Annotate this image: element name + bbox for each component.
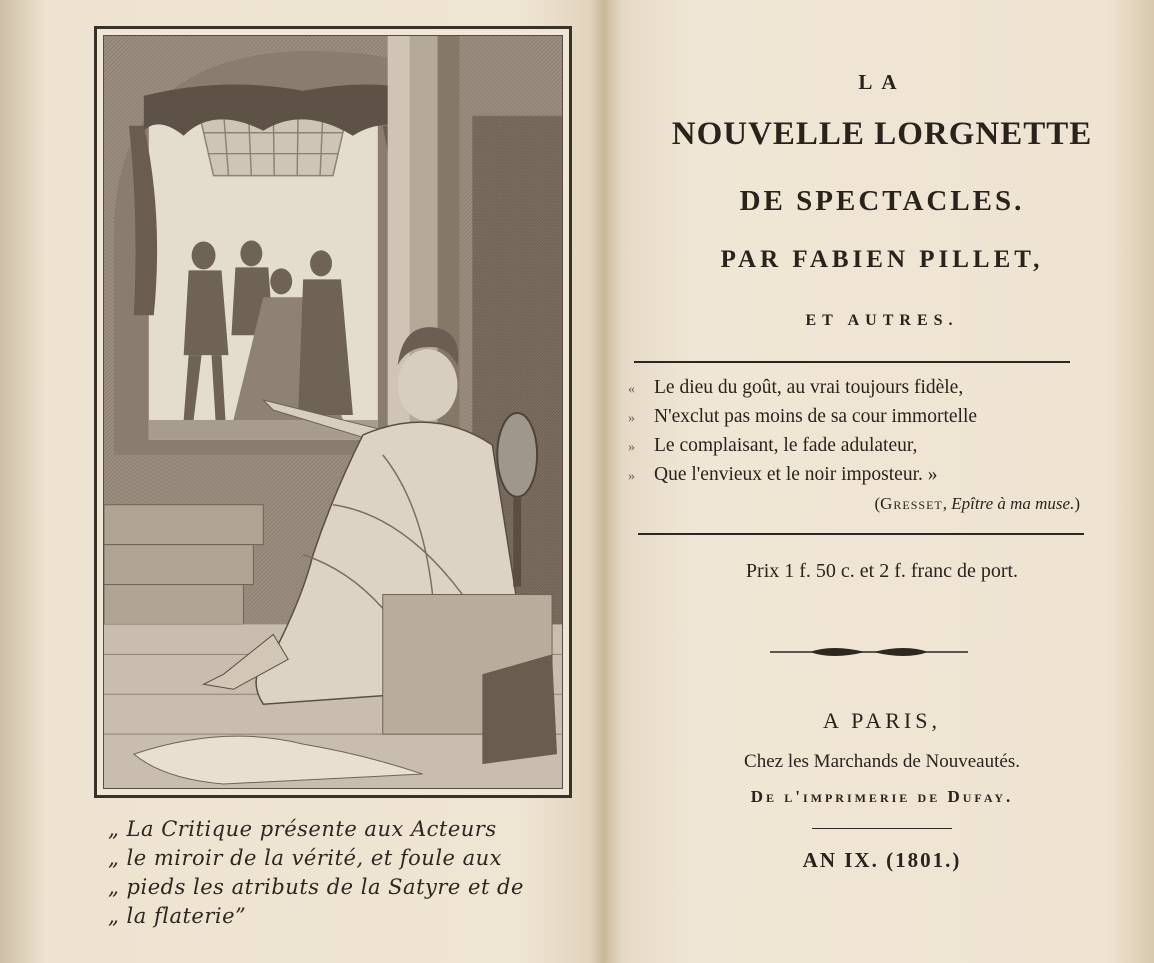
coauthors-line: ET AUTRES. [805,312,959,329]
engraving-illustration [103,35,563,789]
frontispiece-caption [108,815,588,931]
publisher-line: Chez les Marchands de Nouveautés. [744,751,1020,772]
caption-line: „ la flaterie” [108,904,247,928]
price-line: Prix 1 f. 50 c. et 2 f. franc de port. [745,560,1019,582]
author-line: PAR FABIEN PILLET, [720,246,1044,273]
printer-line: De l'imprimerie de Dufay. [750,787,1014,806]
book-subtitle: DE SPECTACLES. [739,185,1025,217]
epigraph-line: » N'exclut pas moins de sa cour immortelle [628,406,978,427]
epigraph [628,374,1088,490]
epigraph-line: « Le dieu du goût, au vrai toujours fidèle, [628,377,964,398]
divider-rule [634,361,1070,363]
engraving-frame [94,26,572,798]
caption-line: „ le miroir de la vérité, et foule aux [108,846,503,870]
book-title: NOUVELLE LORGNETTE [671,116,1093,152]
epigraph-attribution: (Gresset, Epître à ma muse.) [874,494,1080,513]
publication-date: AN IX. (1801.) [802,848,962,872]
caption-line: „ La Critique présente aux Acteurs [108,817,497,841]
attribution-author: Gresset [880,494,943,513]
ornamental-rule [770,644,968,660]
epigraph-line: » Que l'envieux et le noir imposteur. » [628,464,938,485]
divider-rule [638,533,1084,535]
place-of-publication: A PARIS, [822,708,941,733]
engraving-scene [104,36,562,788]
title-article: LA [858,70,906,94]
caption-line: „ pieds les atributs de la Satyre et de [108,875,524,899]
epigraph-line: » Le complaisant, le fade adulateur, [628,435,918,456]
short-rule [812,828,952,829]
attribution-work: Epître à ma muse. [951,494,1075,513]
title-page [610,0,1154,963]
